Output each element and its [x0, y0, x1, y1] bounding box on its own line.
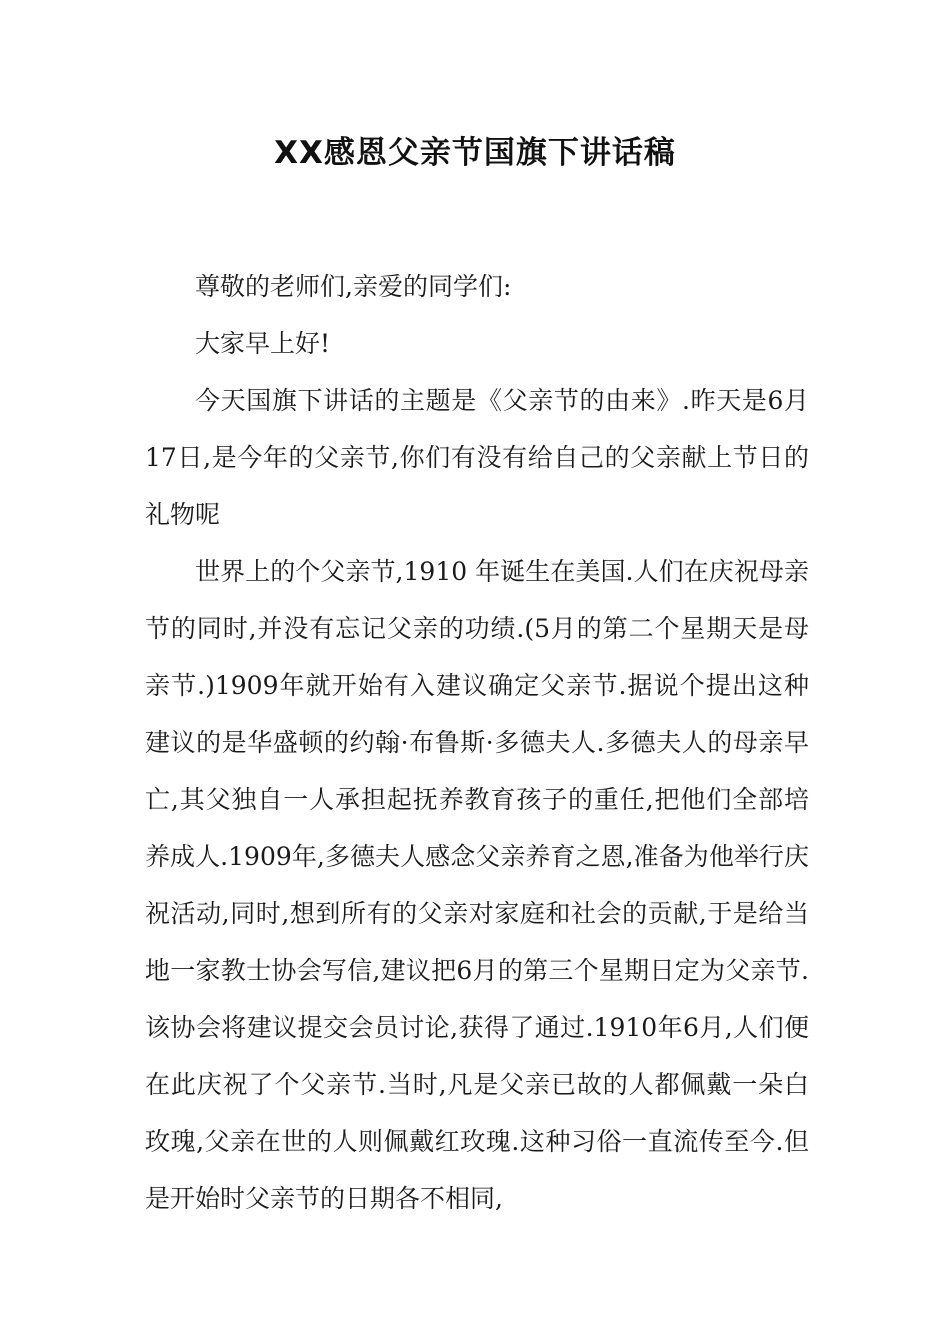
paragraph-topic: 今天国旗下讲话的主题是《父亲节的由来》.昨天是6月17日,是今年的父亲节,你们有没有给自己的父亲献上节日的礼物呢: [145, 386, 809, 529]
paragraph-history: 世界上的个父亲节,1910 年诞生在美国.人们在庆祝母亲节的同时,并没有忘记父亲的功绩.(5月的第二个星期天是母亲节.)1909年就开始有入建议确定父亲节.据说个提出这种建议的是华盛顿的约翰·布鲁斯·多德夫人.多德夫人的母亲早亡,其父独自一人承担起抚养教育孩子的重任,把他们全部培养成人.1909年,多德夫人感念父亲养育之恩,准备为他举行庆祝活动,同时,想到所有的父亲对家庭和社会的贡献,于是给当地一家教士协会写信,建议把6月的第三个星期日定为父亲节.该协会将建议提交会员讨论,获得了通过.1910年6月,人们便在此庆祝了个父亲节.当时,凡是父亲已故的人都佩戴一朵白玫瑰,父亲在世的人则佩戴红玫瑰.这种习俗一直流传至今.但是开始时父亲节的日期各不相同,: [145, 557, 809, 1213]
document-title: XX感恩父亲节国旗下讲话稿: [274, 135, 676, 171]
paragraph-good-morning: 大家早上好!: [195, 329, 331, 358]
paragraph-greeting: 尊敬的老师们,亲爱的同学们:: [195, 272, 512, 301]
document-body: [145, 258, 809, 1227]
